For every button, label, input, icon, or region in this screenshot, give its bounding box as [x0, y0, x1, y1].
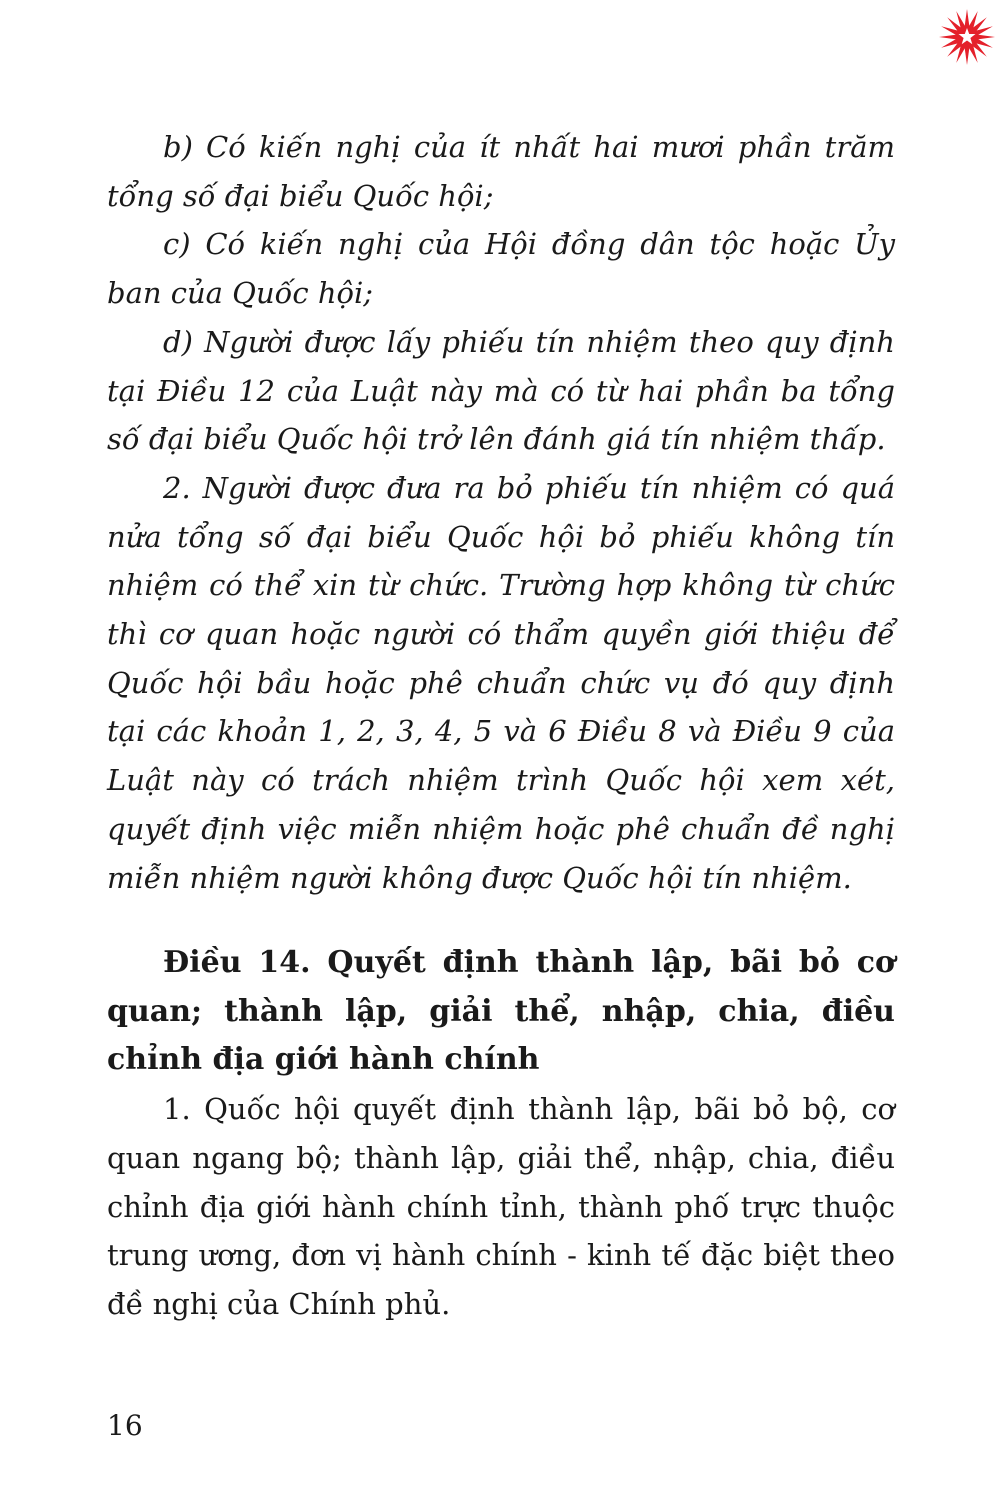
paragraph-item-b: b) Có kiến nghị của ít nhất hai mươi phần trăm tổng số đại biểu Quốc hội;	[107, 130, 895, 213]
page-number: 16	[107, 1409, 143, 1442]
article-heading: Điều 14. Quyết định thành lập, bãi bỏ cơ quan; thành lập, giải thể, nhập, chia, điều chỉnh địa giới hành chính	[107, 945, 895, 1078]
paragraph-item-d: d) Người được lấy phiếu tín nhiệm theo quy định tại Điều 12 của Luật này mà có từ hai phần ba tổng số đại biểu Quốc hội trở lên đánh giá tín nhiệm thấp.	[107, 324, 895, 457]
upper-text-block	[107, 123, 895, 902]
paragraph-clause-2: 2. Người được đưa ra bỏ phiếu tín nhiệm có quá nửa tổng số đại biểu Quốc hội bỏ phiếu không tín nhiệm có thể xin từ chức. Trường hợp không từ chức thì cơ quan hoặc người có thẩm quyền giới thiệu để Quốc hội bầu hoặc phê chuẩn chức vụ đó quy định tại các khoản 1, 2, 3, 4, 5 và 6 Điều 8 và Điều 9 của Luật này có trách nhiệm trình Quốc hội xem xét, quyết định việc miễn nhiệm hoặc phê chuẩn đề nghị miễn nhiệm người không được Quốc hội tín nhiệm.	[107, 470, 895, 895]
publisher-star-logo-icon	[938, 8, 996, 66]
paragraph-clause-1: 1. Quốc hội quyết định thành lập, bãi bỏ bộ, cơ quan ngang bộ; thành lập, giải thể, nhập, chia, điều chỉnh địa giới hành chính tỉnh, thành phố trực thuộc trung ương, đơn vị hành chính - kinh tế đặc biệt theo đề nghị của Chính phủ.	[107, 1092, 895, 1321]
article-block	[107, 939, 895, 1329]
paragraph-item-c: c) Có kiến nghị của Hội đồng dân tộc hoặc Ủy ban của Quốc hội;	[107, 227, 895, 311]
